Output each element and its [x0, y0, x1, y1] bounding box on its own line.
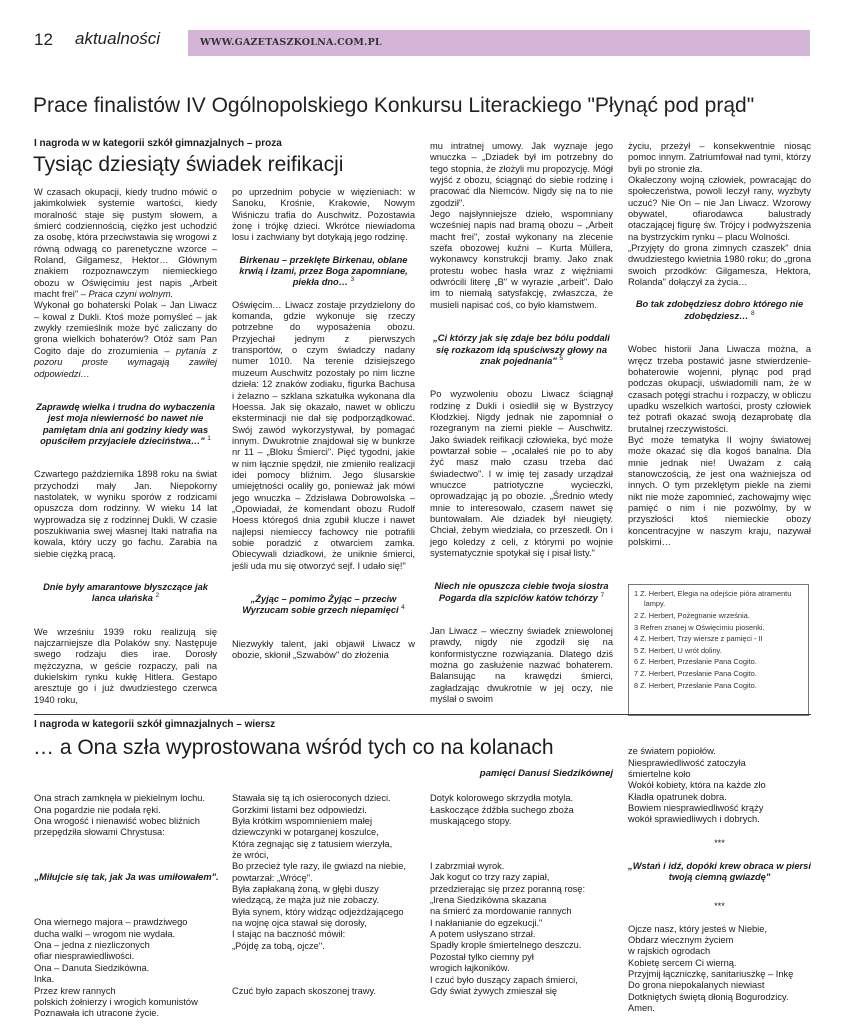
section-divider [34, 714, 811, 715]
paragraph: „Przyjęty do grona zimnych czaszek" dnia dwudziestego kwietnia 1980 roku; do „grona swoich przodków: Gilgamesza, Hektora, Rolanda" dołączył za życia… [628, 243, 811, 288]
page-number: 12 [34, 30, 53, 49]
poem-stanza: Czuć było zapach skoszonej trawy. [232, 985, 376, 996]
paragraph: Po wyzwoleniu obozu Liwacz ściągnął rodzinę z Dukli i osiedlił się w Bystrzycy Kłodzkiej. Nigdy jednak nie zapomniał o rozegranym na ziemi piekle – Auschwitz. Jako świadek reifikacji człowieka, być może powtarzał sobie – „ocalałeś nie po to aby żyć masz mało czasu trzeba dać świadectwo". I w imię tej zasady urządzał wnuczce patriotyczne wycieczki, oprowadzając ją po obozie. „Średnio wtedy mnie to interesowało, czasem nawet się buntowałam. Ale dziadek był nieugięty. Chciał, żebym wiedziała, co przeszedł. On i jego koledzy z celi, z którymi po wojnie systematycznie spotykał się i pisał listy." [430, 389, 613, 558]
motto: Birkenau – przeklęte Birkenau, oblane krwią i łzami, przez Boga zapomniane, piekła dno… $^3$ [239, 254, 408, 288]
poem-stanza: Ona wiernego majora – prawdziwego ducha walki – wrogom nie wydała. Ona – jedna z niezliczonych ofiar niesprawiedliwości. Ona – Danuta Siedzikówna. Inka. Przez krew rannych polskich żołnierzy i wrogich komunistów Poznawała ich utracone życie. [34, 917, 198, 1019]
paragraph: Oświęcim… Liwacz zostaje przydzielony do komanda, gdzie wykonuje się rzeczy potrzebne do wyposażenia obozu. Przyjechał jednym z pierwszych transportów, o czym świadczy nadany numer 1010. Na terenie dzisiejszego muzeum Auschwitz pozostały po nim liczne dzieła: 12 znaków zodiaku, figurka Bachusa i żelazno – szklana szkatułka wykonana dla Hoessa. Jak się okazało, nawet w obliczu eksterminacji nie dał się podporządkować. Swój zawód wykorzystywał, by pomagać innym. Dwukrotnie znajdował się w bunkrze nr 11 – „Bloku Śmierci". Pięć tygodni, jakie w nim łącznie spędził, nie zmieniło realizacji idei pomocy bliźnim. Jego ślusarskie umiejętności ocaliły go, ponieważ jak mówi jego wnuczka – Zdzisława Dobrowolska – „Opowiadał, że komendant obozu Rudolf Hoess któregoś dnia zgubił klucze i nawet najlepsi niemieccy fachowcy nie potrafili sobie poradzić z otwarciem zamka. Obiecywali dziadkowi, że uniknie śmierci, jeśli uda mu się otworzyć sejf. I udało się!" [232, 299, 415, 571]
story1-column-4 [628, 141, 811, 548]
motto: Dnie były amarantowe błyszczące jak lanca ułańska $^2$ [43, 581, 208, 604]
footnote: 4 Z. Herbert, Trzy wiersze z pamięci - II [634, 634, 763, 644]
paragraph: Jan Liwacz – wieczny świadek zniewolonej prawdy, nigdy nie zgodził się na konformistyczne rozwiązania. Dlatego dziś można go zasłużenie nazwać bohaterem. Balansując na krawędzi śmierci, zagładzając dwukrotnie w jej oczy, nie myślał o swoim [430, 626, 613, 705]
story2-category: I nagroda w kategorii szkół gimnazjalnych – wiersz [34, 719, 276, 730]
site-url[interactable]: WWW.GAZETASZKOLNA.COM.PL [200, 37, 382, 48]
motto: „Żyjąc – pomimo Żyjąc – przeciw Wyrzucam sobie grzech niepamięci $^4$ [242, 594, 405, 616]
paragraph: Czwartego października 1898 roku na świat przychodzi mały Jan. Niepokorny nastolatek, w wyniku sporów z rodzicami opuszcza dom rodzinny. W wieku 14 lat wyprowadza się z rodzinnej Dukli. W czasie poszukiwania swej własnej Itaki natrafia na kowala, który uczy go fachu. Zarabia na siebie ciężką pracą. [34, 469, 217, 559]
footnote-ref[interactable]: 8 [751, 309, 755, 317]
footnote: 6 Z. Herbert, Przesłanie Pana Cogito. [634, 657, 757, 667]
motto: Zaprawdę wielka i trudna do wybaczenia jest moja niewierność bo nawet nie pamiętam dnia ani godziny kiedy was opuściłem przyjaciele dzieciństwa…" $^1$ [36, 401, 215, 446]
footnote-ref[interactable]: 2 [155, 592, 160, 600]
poem-column-1 [34, 782, 219, 1031]
footnote-ref[interactable]: 1 [207, 434, 211, 442]
page-header [0, 28, 846, 58]
footnotes-box [628, 584, 809, 716]
story1-column-1 [34, 187, 217, 706]
poem-quote: „Wstań i idź, dopóki krew obraca w piersi twoją ciemną gwiazdę" [628, 860, 811, 883]
story1-category: I nagroda w w kategorii szkół gimnazjalnych – proza [34, 138, 282, 149]
section-name: aktualności [75, 29, 161, 48]
footnote: 5 Z. Herbert, U wrót doliny. [634, 645, 722, 655]
paragraph: życiu, przeżył – konsekwentnie niosąc pomoc innym. Zatriumfował nad tymi, którzy byli po stronie zła. [628, 141, 811, 174]
story1-column-3 [430, 141, 613, 705]
footnote: 7 Z. Herbert, Przesłanie Pana Cogito. [634, 668, 757, 678]
story1-title: Tysiąc dziesiąty świadek reifikacji [33, 153, 344, 176]
poem-stanza: Ojcze nasz, który jesteś w Niebie, Obdarz wiecznym życiem w rajskich ogrodach Kobietę sercem Ci wierną. Przyjmij łączniczkę, sanitariuszkę – Inkę Do grona niepokalanych niewiast Dotkniętych świętą dłonią Bogurodzicy. Amen. [628, 923, 794, 1013]
quote: pytania z pozoru proste wymagają zawiłej odpowiedzi… [34, 345, 217, 379]
motto: Bo tak zdobędziesz dobro którego nie zdobędziesz… $^8$ [635, 299, 804, 321]
quote: – Praca czyni wolnym. [80, 289, 174, 300]
motto: Niech nie opuszcza ciebie twoja siostra Pogarda dla szpiclów katów tchórzy $^7$ [434, 581, 609, 603]
paragraph: Jego najsłynniejsze dzieło, wspomniany wcześniej napis nad bramą obozu – „Arbeit macht frei", został wykonany na zlecenie szefa obozowej kuźni – Kurta Müllera, wykonawcy konstrukcji bramy. Jako znak protestu wobec hasła wraz z więźniami odwrócili literę „B" w wyrazie „arbeit". Dało im to niemałą satysfakcję, zwłaszcza, że musieli napisać coś, co było kłamstwem. [430, 209, 613, 310]
footnote: 2 Z. Herbert, Pożegnanie września. [634, 611, 750, 620]
poem-stanza: ze światem popiołów. Niesprawiedliwość zatoczyła śmiertelne koło Wokół kobiety, która na każde zło Kładła opatrunek dobra. Bowiem niesprawiedliwość krąży wokół sprawiedliwych i dobrych. [628, 746, 766, 825]
footnote-ref[interactable]: 4 [401, 604, 405, 612]
paragraph: We wrześniu 1939 roku realizują się najczarniejsze dla Polaków sny. Następuje swego rodzaju dies irae. Dorosły mężczyzna, w geście rozpaczy, pali na dukielskim rynku kukłę Hitlera. Gestapo aresztuje go i już dwudziestego czerwca 1940 roku, [34, 626, 217, 705]
poem-column-2 [232, 782, 422, 1009]
paragraph: Okaleczony wojną człowiek, powracając do społeczeństwa, powoli leczył rany, wyzbyty uczuć? Nie On – nie Jan Liwacz. Wzorowy obywatel, ofiarodawca balustrady otaczającej figurę św. Trójcy i podwyższenia na bystrzyckim rynku – placu Wolności. [628, 175, 811, 242]
footnote: 8 Z. Herbert, Przesłanie Pana Cogito. [634, 680, 757, 690]
poem-stanza: Dotyk kolorowego skrzydła motyla. Łaskoczące źdźbła suchego zboża muskającego stopy. [430, 793, 574, 827]
story2-title: … a Ona szła wyprostowana wśród tych co na kolanach [33, 736, 554, 759]
footnote: 3 Refren znanej w Oświęcimiu piosenki. [634, 622, 765, 632]
poem-column-4 [628, 735, 811, 1026]
footnote-ref[interactable]: 5 [559, 354, 563, 362]
paragraph: Wobec historii Jana Liwacza można, a wręcz trzeba postawić jasne stwierdzenie- bohaterowie wojenni, płynąc pod prąd podczas okupacji, uświadomili nam, że w czasach potęgi strachu i rozpaczy, w obliczu upadku wszelkich wartości, prosty człowiek też potrafi okazać swoją dezaprobatę dla brutalnej rzeczywistości. [628, 344, 811, 434]
poem-quote: „Miłujcie się tak, jak Ja was umiłowałem". [34, 872, 219, 883]
story2-dedication: pamięci Danusi Siedzikównej [479, 768, 613, 779]
paragraph: W czasach okupacji, kiedy trudno mówić o jakimkolwiek systemie wartości, kiedy moralność staje się pustym słowem, a śmierć codziennością, ciężko jest uchodzić za osobę, która przeciwstawia się wrogowi z równą odwagą co parenetyczne wzorce – Roland, Gilgamesz, Hektor… Głównym znakiem rozpoznawczym niemieckiego obozu w Oświęcimiu jest napis „Arbeit macht frei" [34, 187, 217, 300]
paragraph: Wykonał go bohaterski Polak – Jan Liwacz – kowal z Dukli. Ktoś może pomyśleć – jak zwykły rzemieślnik może być zaliczany do grona wielkich bohaterów? Otóż sam Pan Cogito daje do zrozumienia – [34, 300, 217, 356]
story1-column-2 [232, 187, 415, 661]
motto: „Ci którzy jak się zdaje bez bólu poddali się rozkazom idą spuściwszy głowy na znak pojednania" $^5$ [433, 333, 610, 366]
poem-stanza: Stawała się tą ich osieroconych dzieci. Gorzkimi listami bez odpowiedzi. Była krótkim wspomnieniem małej dziewczynki w potarganej koszulce, Która zegnając się z tatusiem wierzyła, że wróci, Bo przecież tyle razy, ile gwiazd na niebie, powtarzał: „Wrócę". Była zapłakaną żoną, w głębi duszy wiedzącą, że mąża już nie zobaczy. Była synem, który widząc odjeżdżającego na wojnę ojca stawał się dorosły, I stając na baczność mówił: „Pójdę za tobą, ojcze". [232, 793, 406, 951]
page-headline: Prace finalistów IV Ogólnopolskiego Konkursu Literackiego "Płynąć pod prąd" [33, 94, 755, 117]
footnote-ref[interactable]: 3 [350, 276, 355, 284]
stanza-separator: *** [714, 900, 725, 911]
header-band [188, 30, 810, 56]
stanza-separator: *** [714, 838, 725, 849]
paragraph: po uprzednim pobycie w więzieniach: w Sanoku, Krośnie, Krakowie, Nowym Wiśniczu trafia do Auschwitz. Pozostawia żonę i trójkę dzieci. Wkrótce niewiadoma losu i zachwiany byt dotykają jego rodzinę. [232, 187, 415, 243]
poem-column-3 [430, 782, 615, 1009]
paragraph: Niezwykły talent, jaki objawił Liwacz w obozie, skłonił „Szwabów" do złożenia [232, 638, 415, 661]
paragraph: mu intratnej umowy. Jak wyznaje jego wnuczka – „Dziadek był im potrzebny do tego stopnia, że złożyli mu propozycję. Mógł wyjść z obozu, ściągnąć do siebie rodzinę i pracować dla Niemców. Nigdy się na to nie zgodził". [430, 141, 613, 208]
paragraph: Być może tematyka II wojny światowej może okazać się dla kogoś banalna. Dla mnie jednak nie! Uważam z całą stanowczością, że jest ona ważniejsza od innych. O tym przeklętym piekle na ziemi nikt nie może zapomnieć, zachowajmy więc pamięć o nim i nie pozwólmy, by w przyszłości ktoś niemieckie obozy koncentracyjne w naszym kraju, nazywał polskimi… [628, 434, 811, 547]
poem-stanza: I zabrzmiał wyrok. Jak kogut co trzy razy zapiał, przedzierając się przez poranną rosę: „Irena Siedzikówna skazana na śmierć za mordowanie rannych I nakłanianie do egzekucji." A potem usłyszano strzał. Spadły krople śmiertelnego deszczu. Pozostał tylko ciemny pył wrogich łajkoników. I czuć było duszący zapach śmierci, Gdy świat żywych zmieszał się [430, 861, 586, 996]
footnote: 1 Z. Herbert, Elegia na odejście pióra atramentu lampy. [634, 589, 792, 608]
footnote-ref[interactable]: 7 [600, 591, 605, 599]
poem-stanza: Ona strach zamknęła w piekielnym lochu. Ona pogardzie nie podała ręki. Ona wrogość i nienawiść wobec bliźnich przepędziła słowami Chrystusa: [34, 793, 206, 838]
